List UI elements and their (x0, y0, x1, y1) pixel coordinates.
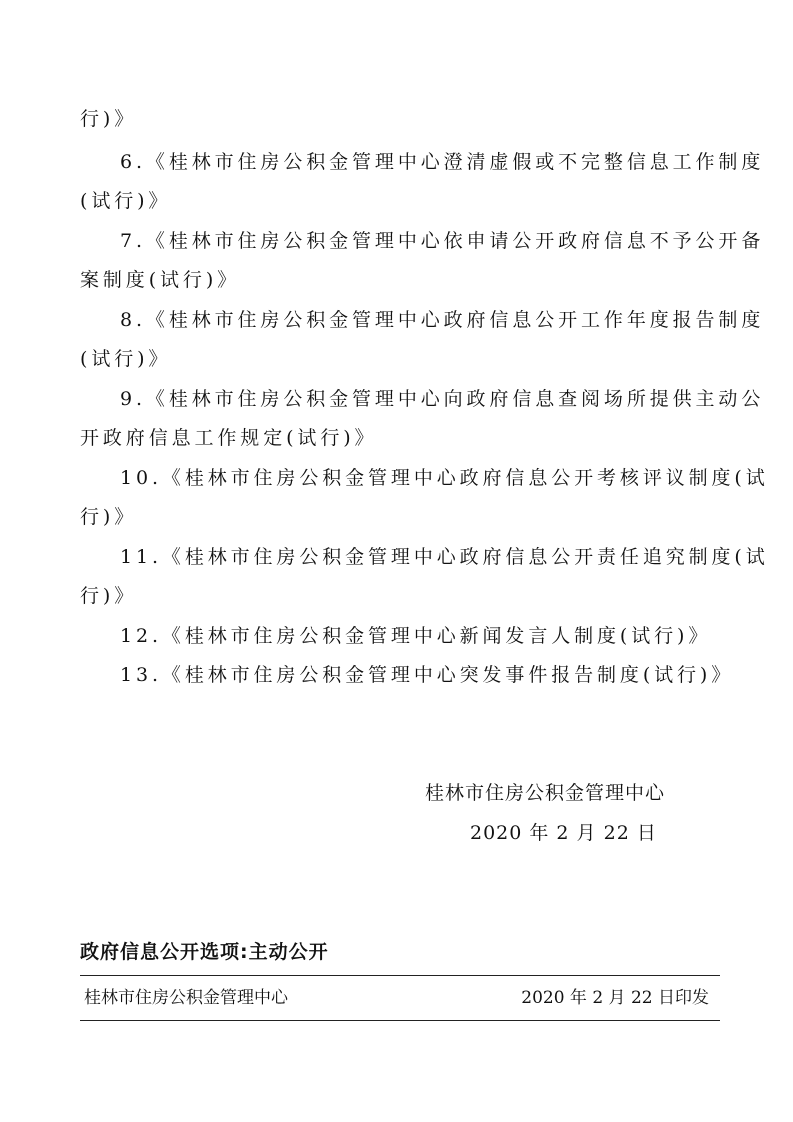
list-item-6-continuation: (试行)》 (80, 190, 172, 212)
list-item-9: 9.《桂林市住房公积金管理中心向政府信息查阅场所提供主动公 (120, 388, 765, 410)
disclosure-notice: 政府信息公开选项:主动公开 (80, 941, 329, 963)
signature-org: 桂林市住房公积金管理中心 (425, 782, 666, 804)
footer-bottom-rule (80, 1020, 720, 1021)
list-item-11-continuation: 行)》 (80, 585, 138, 607)
footer-top-rule (80, 975, 720, 976)
list-item-9-continuation: 开政府信息工作规定(试行)》 (80, 427, 378, 449)
list-item-7-continuation: 案制度(试行)》 (80, 269, 241, 291)
list-item-12: 12.《桂林市住房公积金管理中心新闻发言人制度(试行)》 (120, 625, 712, 647)
footer-issuer: 桂林市住房公积金管理中心 (84, 988, 288, 1008)
footer-issued-date: 2020 年 2 月 22 日印发 (521, 988, 709, 1008)
list-item-8: 8.《桂林市住房公积金管理中心政府信息公开工作年度报告制度 (120, 309, 765, 331)
signature-date: 2020 年 2 月 22 日 (470, 822, 657, 844)
list-item-10-continuation: 行)》 (80, 506, 138, 528)
list-item-6: 6.《桂林市住房公积金管理中心澄清虚假或不完整信息工作制度 (120, 151, 765, 173)
list-item-8-continuation: (试行)》 (80, 348, 172, 370)
list-item-continuation: 行)》 (80, 108, 138, 130)
list-item-11: 11.《桂林市住房公积金管理中心政府信息公开责任追究制度(试 (120, 546, 769, 568)
list-item-10: 10.《桂林市住房公积金管理中心政府信息公开考核评议制度(试 (120, 467, 769, 489)
list-item-13: 13.《桂林市住房公积金管理中心突发事件报告制度(试行)》 (120, 664, 735, 686)
list-item-7: 7.《桂林市住房公积金管理中心依申请公开政府信息不予公开备 (120, 230, 765, 252)
